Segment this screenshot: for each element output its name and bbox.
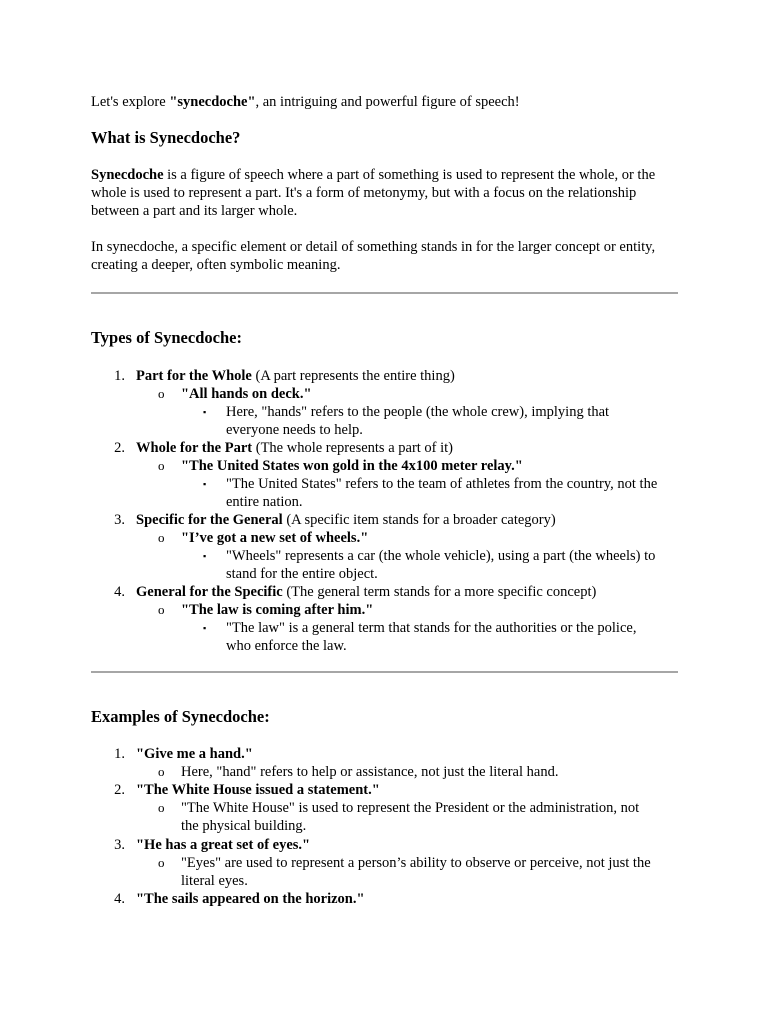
example-explanation-line: the physical building. xyxy=(181,818,307,834)
definition-line: whole is used to represent a part. It's a form of metonymy, but with a focus on the relationship xyxy=(91,185,637,201)
circle-bullet-icon: o xyxy=(158,458,165,473)
circle-bullet-icon: o xyxy=(158,800,165,815)
definition-term: Synecdoche xyxy=(91,167,164,183)
example-quote-row xyxy=(136,781,380,799)
heading-types: Types of Synecdoche: xyxy=(91,328,242,347)
type-explanation-line: who enforce the law. xyxy=(226,638,347,654)
explanation-line: creating a deeper, often symbolic meaning. xyxy=(91,257,341,273)
example-quote: "The White House issued a statement." xyxy=(136,782,380,798)
square-bullet-icon: ▪ xyxy=(203,479,207,489)
definition-line: between a part and its larger whole. xyxy=(91,203,298,219)
type-explanation-line: "The United States" refers to the team of athletes from the country, not the xyxy=(226,476,658,492)
intro-text-end: , an intriguing and powerful figure of speech! xyxy=(255,94,520,110)
type-description: (The whole represents a part of it) xyxy=(252,440,454,456)
heading-what-is: What is Synecdoche? xyxy=(91,128,241,147)
example-explanation-line: "Eyes" are used to represent a person’s ability to observe or perceive, not just the xyxy=(181,855,651,871)
example-explanation-line: literal eyes. xyxy=(181,873,248,889)
circle-bullet-icon: o xyxy=(158,764,165,779)
example-quote-row xyxy=(136,745,253,763)
example-quote: "He has a great set of eyes." xyxy=(136,837,311,853)
type-example xyxy=(181,385,312,403)
circle-bullet-icon: o xyxy=(158,602,165,617)
example-quote: "The United States won gold in the 4x100 meter relay." xyxy=(181,458,523,474)
type-explanation-line: "The law" is a general term that stands for the authorities or the police, xyxy=(226,620,637,636)
square-bullet-icon: ▪ xyxy=(203,623,207,633)
square-bullet-icon: ▪ xyxy=(203,551,207,561)
intro-text: Let's explore xyxy=(91,94,170,110)
type-title: General for the Specific xyxy=(136,584,283,600)
type-explanation-line: everyone needs to help. xyxy=(226,422,363,438)
square-bullet-icon: ▪ xyxy=(203,407,207,417)
type-example xyxy=(181,601,373,619)
type-description: (A specific item stands for a broader category) xyxy=(282,512,556,528)
definition-paragraph xyxy=(91,166,679,220)
circle-bullet-icon: o xyxy=(158,386,165,401)
list-number: 4. xyxy=(114,584,125,600)
list-number: 2. xyxy=(114,440,125,456)
type-title-row xyxy=(136,367,455,385)
type-title-row xyxy=(136,439,453,457)
example-explanation-line: "The White House" is used to represent the President or the administration, not xyxy=(181,800,640,816)
horizontal-rule xyxy=(91,671,678,673)
example-quote: "All hands on deck." xyxy=(181,386,312,402)
intro-paragraph xyxy=(91,93,679,111)
definition-line: is a figure of speech where a part of something is used to represent the whole, or the xyxy=(163,167,656,183)
intro-term: "synecdoche" xyxy=(169,94,256,110)
circle-bullet-icon: o xyxy=(158,855,165,870)
type-title: Whole for the Part xyxy=(136,440,253,456)
example-quote: "Give me a hand." xyxy=(136,746,253,762)
example-quote: "The law is coming after him." xyxy=(181,602,374,618)
example-quote-row xyxy=(136,890,365,908)
type-example xyxy=(181,529,368,547)
circle-bullet-icon: o xyxy=(158,530,165,545)
list-number: 2. xyxy=(114,782,125,798)
list-number: 3. xyxy=(114,837,125,853)
type-description: (The general term stands for a more specific concept) xyxy=(282,584,597,600)
explanation-line: In synecdoche, a specific element or detail of something stands in for the larger concept or entity, xyxy=(91,239,656,255)
list-number: 3. xyxy=(114,512,125,528)
type-example xyxy=(181,457,523,475)
list-number: 1. xyxy=(114,746,125,762)
type-title: Part for the Whole xyxy=(136,368,252,384)
example-quote-row xyxy=(136,836,310,854)
horizontal-rule xyxy=(91,292,678,294)
type-explanation-line: entire nation. xyxy=(226,494,303,510)
type-description: (A part represents the entire thing) xyxy=(251,368,455,384)
type-explanation-line: Here, "hands" refers to the people (the whole crew), implying that xyxy=(226,404,610,420)
type-title-row xyxy=(136,583,596,601)
type-explanation-line: "Wheels" represents a car (the whole vehicle), using a part (the wheels) to xyxy=(226,548,656,564)
list-number: 1. xyxy=(114,368,125,384)
example-quote: "I’ve got a new set of wheels." xyxy=(181,530,369,546)
example-explanation-line: Here, "hand" refers to help or assistance, not just the literal hand. xyxy=(181,764,559,780)
list-number: 4. xyxy=(114,891,125,907)
type-title: Specific for the General xyxy=(136,512,283,528)
type-title-row xyxy=(136,511,556,529)
heading-examples: Examples of Synecdoche: xyxy=(91,707,270,726)
example-quote: "The sails appeared on the horizon." xyxy=(136,891,365,907)
type-explanation-line: stand for the entire object. xyxy=(226,566,378,582)
explanation-paragraph xyxy=(91,238,679,274)
